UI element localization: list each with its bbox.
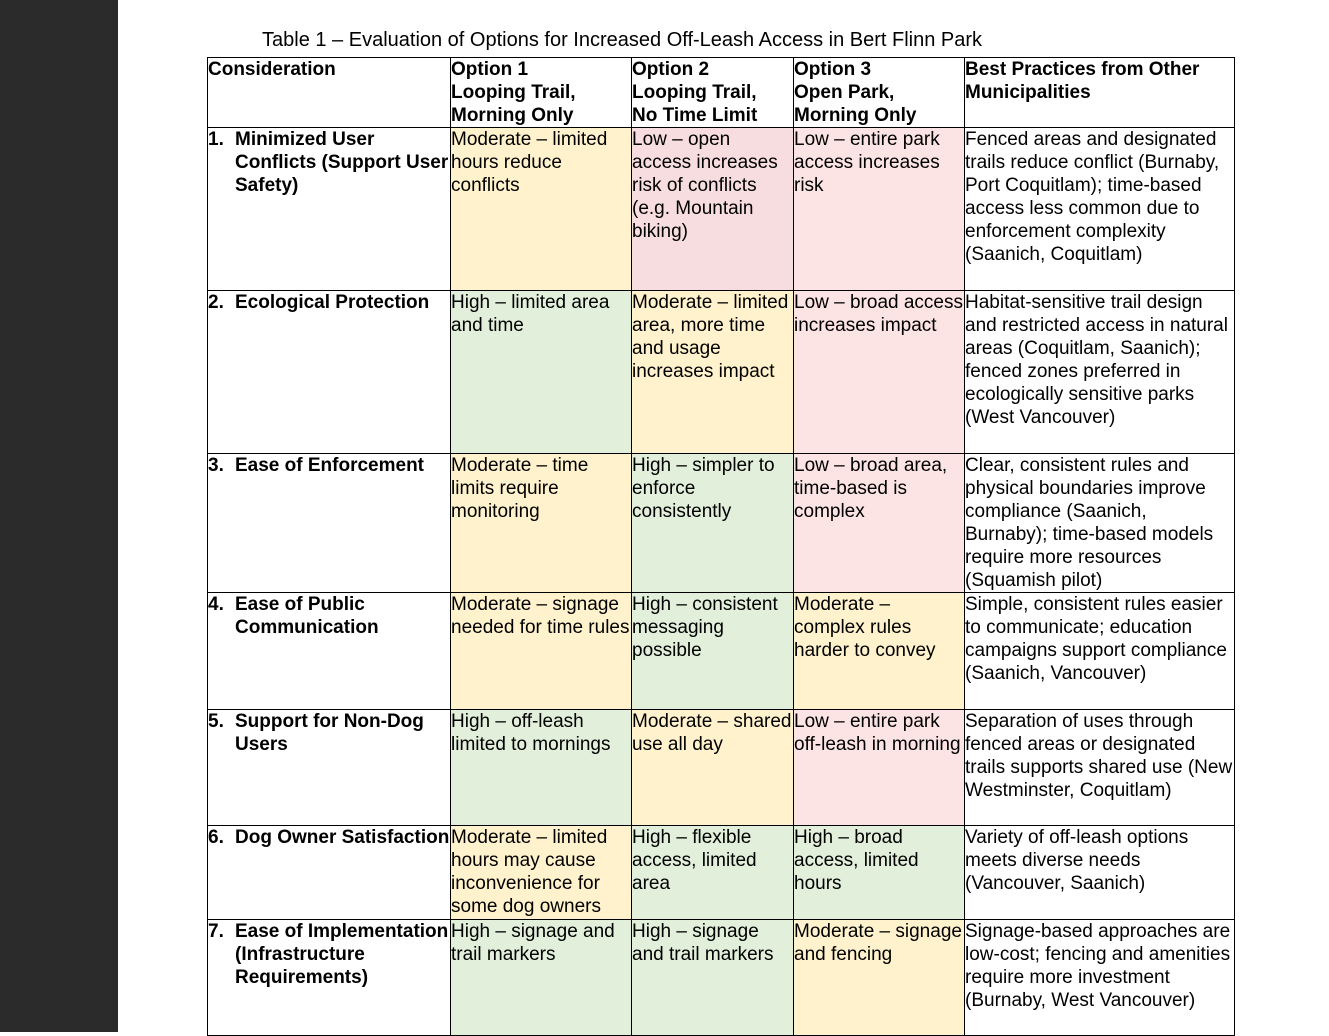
header-option-3: [794, 58, 965, 128]
consideration-label: Ease of Implementation (Infrastructure Requirements): [235, 921, 449, 988]
option-1-rating: High – signage and trail markers: [451, 920, 632, 1036]
consideration-label: Support for Non-Dog Users: [235, 711, 424, 755]
best-practice-text: Signage-based approaches are low-cost; fencing and amenities require more investment (Burnaby, West Vancouver): [965, 920, 1235, 1036]
table-row: [208, 710, 1235, 826]
option-1-rating: Moderate – limited hours reduce conflicts: [451, 128, 632, 291]
option-2-rating: Moderate – limited area, more time and usage increases impact: [632, 291, 794, 454]
consideration-number: 4.: [208, 594, 224, 615]
header-option-2: [632, 58, 794, 128]
header-best-practices: [965, 58, 1235, 128]
header-best-practices-line-2: Municipalities: [965, 82, 1091, 103]
table-row: [208, 454, 1235, 593]
table-row: [208, 826, 1235, 920]
best-practice-text: Clear, consistent rules and physical boundaries improve compliance (Saanich, Burnaby); time-based models require more resources (Squamish pilot): [965, 454, 1235, 593]
header-option-1-line-3: Morning Only: [451, 105, 574, 126]
option-3-rating: High – broad access, limited hours: [794, 826, 965, 920]
left-dark-margin: [0, 0, 118, 1032]
consideration-cell: [208, 454, 451, 593]
header-option-1-line-1: Option 1: [451, 59, 529, 80]
best-practice-text: Habitat-sensitive trail design and restricted access in natural areas (Coquitlam, Saanich); fenced zones preferred in ecologically sensitive parks (West Vancouver): [965, 291, 1235, 454]
consideration-label: Ease of Enforcement: [235, 455, 424, 476]
consideration-cell: [208, 710, 451, 826]
header-option-3-line-1: Option 3: [794, 59, 872, 80]
best-practice-text: Simple, consistent rules easier to communicate; education campaigns support compliance (Saanich, Vancouver): [965, 593, 1235, 710]
consideration-cell: [208, 920, 451, 1036]
consideration-number: 1.: [208, 129, 224, 150]
consideration-label: Dog Owner Satisfaction: [235, 827, 450, 848]
option-3-rating: Low – entire park off-leash in morning: [794, 710, 965, 826]
option-2-rating: High – simpler to enforce consistently: [632, 454, 794, 593]
consideration-number: 3.: [208, 455, 224, 476]
consideration-number: 7.: [208, 921, 224, 942]
table-row: [208, 920, 1235, 1036]
option-1-rating: High – off-leash limited to mornings: [451, 710, 632, 826]
header-option-2-line-2: Looping Trail,: [632, 82, 757, 103]
evaluation-table: [207, 57, 1235, 1036]
option-3-rating: Low – broad access increases impact: [794, 291, 965, 454]
header-option-2-line-3: No Time Limit: [632, 105, 758, 126]
header-option-1: [451, 58, 632, 128]
option-2-rating: Moderate – shared use all day: [632, 710, 794, 826]
header-option-1-line-2: Looping Trail,: [451, 82, 576, 103]
table-row: [208, 128, 1235, 291]
consideration-number: 5.: [208, 711, 224, 732]
consideration-number: 6.: [208, 827, 224, 848]
consideration-label: Ecological Protection: [235, 292, 430, 313]
table-row: [208, 291, 1235, 454]
option-3-rating: Low – broad area, time-based is complex: [794, 454, 965, 593]
option-1-rating: Moderate – limited hours may cause inconvenience for some dog owners: [451, 826, 632, 920]
header-consideration: Consideration: [208, 58, 451, 128]
consideration-cell: [208, 593, 451, 710]
option-2-rating: High – signage and trail markers: [632, 920, 794, 1036]
consideration-label: Ease of Public Communication: [235, 594, 379, 638]
header-best-practices-line-1: Best Practices from Other: [965, 59, 1200, 80]
consideration-cell: [208, 291, 451, 454]
header-option-3-line-3: Morning Only: [794, 105, 917, 126]
table-row: [208, 593, 1235, 710]
best-practice-text: Fenced areas and designated trails reduce conflict (Burnaby, Port Coquitlam); time-based access less common due to enforcement complexity (Saanich, Coquitlam): [965, 128, 1235, 291]
best-practice-text: Variety of off-leash options meets diverse needs (Vancouver, Saanich): [965, 826, 1235, 920]
header-row: [208, 58, 1235, 128]
table-caption: Table 1 – Evaluation of Options for Increased Off-Leash Access in Bert Flinn Park: [262, 29, 983, 51]
header-option-3-line-2: Open Park,: [794, 82, 895, 103]
consideration-cell: [208, 826, 451, 920]
option-3-rating: Moderate – complex rules harder to convey: [794, 593, 965, 710]
option-1-rating: Moderate – signage needed for time rules: [451, 593, 632, 710]
best-practice-text: Separation of uses through fenced areas or designated trails supports shared use (New Westminster, Coquitlam): [965, 710, 1235, 826]
header-option-2-line-1: Option 2: [632, 59, 710, 80]
consideration-number: 2.: [208, 292, 224, 313]
option-2-rating: Low – open access increases risk of conflicts (e.g. Mountain biking): [632, 128, 794, 291]
option-1-rating: Moderate – time limits require monitoring: [451, 454, 632, 593]
option-2-rating: High – flexible access, limited area: [632, 826, 794, 920]
option-3-rating: Moderate – signage and fencing: [794, 920, 965, 1036]
consideration-label: Minimized User Conflicts (Support User Safety): [235, 129, 449, 196]
option-2-rating: High – consistent messaging possible: [632, 593, 794, 710]
option-1-rating: High – limited area and time: [451, 291, 632, 454]
option-3-rating: Low – entire park access increases risk: [794, 128, 965, 291]
consideration-cell: [208, 128, 451, 291]
